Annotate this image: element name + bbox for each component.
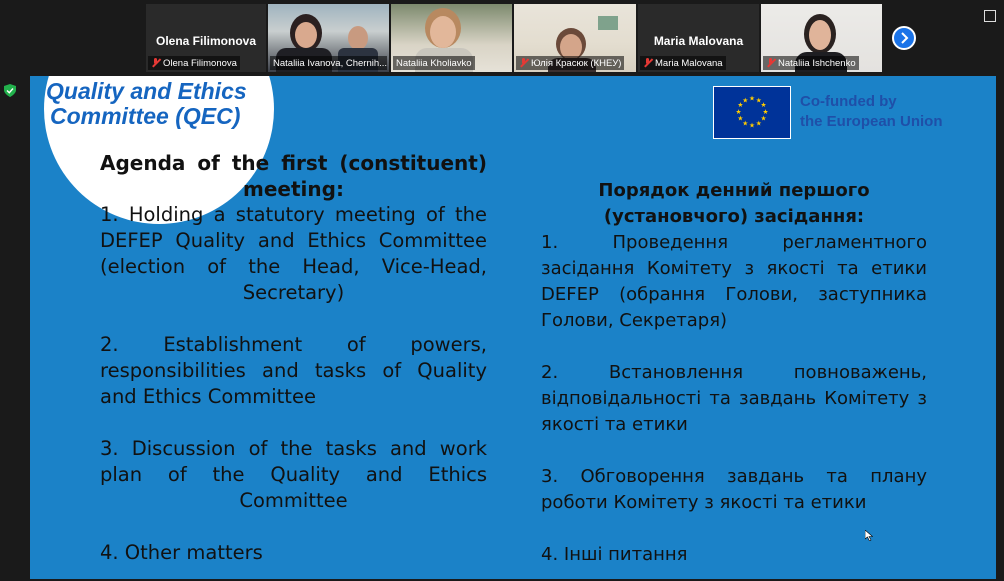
svg-text:★: ★ <box>762 107 769 116</box>
muted-mic-icon <box>151 58 160 68</box>
participant-label-text: Olena Filimonova <box>163 57 237 69</box>
participant-label-text: Юлія Красюк (КНЕУ) <box>531 57 622 69</box>
agenda-item-en-3: 3. Discussion of the tasks and work plan of the Quality and Ethics Committee <box>100 437 487 512</box>
svg-text:★: ★ <box>760 114 767 123</box>
participant-tile-video[interactable] <box>514 4 636 72</box>
participant-name: Olena Filimonova <box>155 34 257 48</box>
agenda-heading-en: Agenda of the first (constituent) meeting: <box>100 151 487 201</box>
svg-text:★: ★ <box>742 96 749 105</box>
participant-strip <box>0 0 1004 76</box>
svg-text:★: ★ <box>755 96 762 105</box>
participant-label-text: Nataliia Ivanova, Chernih... <box>273 57 387 69</box>
participant-label-text: Nataliia Kholiavko <box>396 57 472 69</box>
agenda-item-en-4: 4. Other matters <box>100 541 263 564</box>
svg-text:★: ★ <box>748 94 756 103</box>
svg-text:★: ★ <box>760 101 767 110</box>
muted-mic-icon <box>766 58 775 68</box>
participant-label <box>148 56 240 70</box>
svg-text:★: ★ <box>755 119 762 128</box>
eu-line2: the European Union <box>800 113 943 130</box>
svg-text:★: ★ <box>735 107 742 116</box>
svg-text:★: ★ <box>742 119 749 128</box>
eu-line1: Co-funded by <box>800 93 897 110</box>
participant-tile-video[interactable] <box>761 4 882 72</box>
svg-text:★: ★ <box>737 101 744 110</box>
agenda-item-uk-3: 3. Обговорення завдань та плану роботи Комітету з якості та етики <box>541 466 927 513</box>
participant-label <box>270 56 387 70</box>
participant-tile-video[interactable] <box>391 4 512 72</box>
next-participants-button[interactable] <box>892 26 916 50</box>
participant-tile[interactable] <box>146 4 266 72</box>
agenda-heading-uk: Порядок денний першого (установчого) засідання: <box>598 180 870 227</box>
qec-title-line1: Quality and Ethics <box>46 78 247 104</box>
chevron-right-icon <box>899 32 909 44</box>
muted-mic-icon <box>519 58 528 68</box>
agenda-item-en-1: 1. Holding a statutory meeting of the DEFEP Quality and Ethics Committee (election of the Head, Vice-Head, Secretary) <box>100 203 487 304</box>
participant-tile[interactable] <box>638 4 759 72</box>
participant-label <box>393 56 475 70</box>
agenda-ukrainian <box>541 178 927 568</box>
qec-title-line2: Committee (QEC) <box>50 103 241 129</box>
participant-label <box>763 56 859 70</box>
participant-label-text: Maria Malovana <box>655 57 723 69</box>
participant-tile-video[interactable] <box>268 4 389 72</box>
agenda-item-uk-1: 1. Проведення регламентного засідання Комітету з якості та етики DEFEP (обрання Голови, заступника Голови, Секретаря) <box>541 232 927 331</box>
participant-name: Maria Malovana <box>653 34 744 48</box>
participant-label <box>516 56 624 70</box>
qec-title <box>46 79 276 129</box>
window-maximize-icon[interactable] <box>984 10 996 22</box>
agenda-english <box>100 150 487 566</box>
muted-mic-icon <box>643 58 652 68</box>
eu-cofunded-text <box>800 92 943 132</box>
eu-flag-icon <box>713 86 791 139</box>
svg-text:★: ★ <box>748 121 756 130</box>
svg-text:★: ★ <box>737 114 744 123</box>
agenda-item-uk-2: 2. Встановлення повноважень, відповідальності та завдань Комітету з якості та етики <box>541 362 927 435</box>
shared-slide <box>30 76 996 579</box>
agenda-item-en-2: 2. Establishment of powers, responsibilities and tasks of Quality and Ethics Committee <box>100 333 487 408</box>
participant-label <box>640 56 726 70</box>
security-shield-icon[interactable] <box>4 84 16 97</box>
agenda-item-uk-4: 4. Інші питання <box>541 544 688 565</box>
mouse-cursor-icon <box>865 530 873 541</box>
participant-label-text: Nataliia Ishchenko <box>778 57 856 69</box>
